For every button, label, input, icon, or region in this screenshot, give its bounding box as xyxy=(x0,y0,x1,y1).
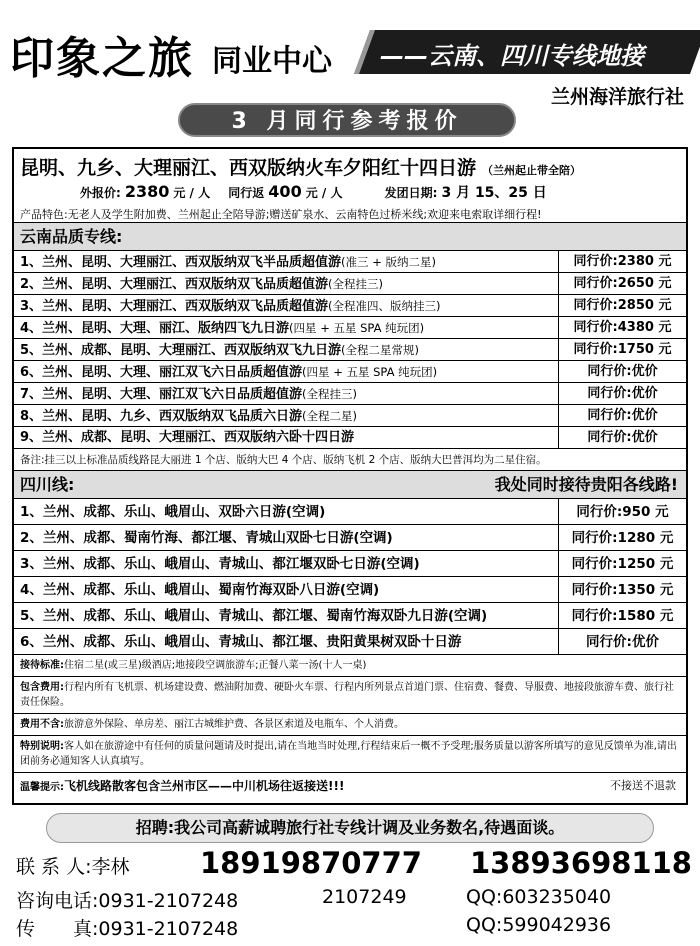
peer-price-unit: 元 / 人 xyxy=(305,186,343,200)
yunnan-route-list xyxy=(14,251,686,449)
route-name xyxy=(14,603,558,628)
slogan-text: ——云南、四川专线地接 xyxy=(380,42,644,70)
route-accommodation: (全程二星常规) xyxy=(341,343,420,357)
contact-person: 李林 xyxy=(91,856,130,878)
route-row xyxy=(14,427,686,449)
route-accommodation: (准三 + 版纳二星) xyxy=(341,255,436,269)
route-price: 同行价:4380 元 xyxy=(558,317,686,338)
brand-subtitle: 同业中心 xyxy=(212,44,332,79)
route-row xyxy=(14,273,686,295)
route-row xyxy=(14,525,686,551)
route-price: 同行价:1350 元 xyxy=(558,577,686,602)
warm-tip-text: 飞机线路散客包含兰州市区——中川机场往返接送!!! xyxy=(64,779,345,793)
route-price: 同行价:1250 元 xyxy=(558,551,686,576)
special-notes-label: 特别说明: xyxy=(20,741,64,752)
route-row xyxy=(14,383,686,405)
included-fees-text: 行程内所有飞机票、机场建设费、燃油附加费、硬卧火车票、行程内所列景点首道门票、住宿费、餐费、导服费、地接段旅游车费、旅行社责任保险。 xyxy=(20,682,674,708)
no-pickup-note: 不接送不退款 xyxy=(610,779,676,792)
route-price: 同行价:1750 元 xyxy=(558,339,686,360)
featured-title-text: 昆明、九乡、大理丽江、西双版纳火车夕阳红十四日游 xyxy=(20,157,477,179)
departure-dates: 3 月 15、25 日 xyxy=(441,185,547,201)
included-fees xyxy=(14,677,686,714)
qq-2-row xyxy=(466,914,611,936)
service-standard-label: 接待标准: xyxy=(20,660,64,671)
ext-price-unit: 元 / 人 xyxy=(173,186,211,200)
route-name xyxy=(14,295,558,316)
phone-row xyxy=(16,886,238,913)
service-standard xyxy=(14,655,686,677)
route-text: 3、兰州、成都、乐山、峨眉山、青城山、都江堰双卧七日游(空调) xyxy=(20,556,420,572)
route-text: 2、兰州、成都、蜀南竹海、都江堰、青城山双卧七日游(空调) xyxy=(20,530,393,546)
featured-prices xyxy=(80,182,680,202)
recruitment-banner: 招聘:我公司高薪诚聘旅行社专线计调及业务数名,待遇面谈。 xyxy=(46,813,654,843)
route-accommodation: (全程准四、版纳挂三) xyxy=(328,299,441,313)
yunnan-note: 备注:挂三以上标准品质线路昆大丽进 1 个店、版纳大巴 4 个店、版纳飞机 2 个店、版纳大巴普洱均为二星住宿。 xyxy=(14,449,686,471)
header xyxy=(0,0,700,108)
route-text: 6、兰州、昆明、大理、丽江双飞六日品质超值游 xyxy=(20,365,303,380)
guiyang-note: 我处同时接待贵阳各线路! xyxy=(494,475,678,494)
route-price: 同行价:1280 元 xyxy=(558,525,686,550)
route-row xyxy=(14,251,686,273)
route-accommodation: (全程挂三) xyxy=(302,387,358,401)
route-row xyxy=(14,317,686,339)
route-name xyxy=(14,427,558,448)
route-name xyxy=(14,405,558,426)
route-row xyxy=(14,551,686,577)
warm-tip xyxy=(14,773,686,798)
yunnan-section-heading xyxy=(14,223,686,251)
excluded-fees-label: 费用不含: xyxy=(20,719,64,730)
route-name xyxy=(14,525,558,550)
route-row xyxy=(14,339,686,361)
route-name xyxy=(14,339,558,360)
phone-label: 咨询电话: xyxy=(16,890,99,912)
route-name xyxy=(14,273,558,294)
route-row xyxy=(14,577,686,603)
ext-price: 2380 xyxy=(124,182,170,201)
route-row xyxy=(14,499,686,525)
route-text: 1、兰州、成都、乐山、峨眉山、双卧六日游(空调) xyxy=(20,504,326,520)
page-title: 3 月同行参考报价 xyxy=(178,103,516,137)
qq-2-label: QQ: xyxy=(466,914,503,936)
featured-title xyxy=(20,153,680,180)
sichuan-route-list xyxy=(14,499,686,655)
contact-person-row xyxy=(16,852,130,879)
route-price: 同行价:优价 xyxy=(558,361,686,382)
warm-tip-label: 温馨提示: xyxy=(20,782,64,793)
special-notes xyxy=(14,736,686,773)
qq-1-row xyxy=(466,886,611,908)
ext-price-label: 外报价: xyxy=(80,186,121,200)
mobile-1[interactable]: 18919870777 xyxy=(200,846,422,880)
fax-row xyxy=(16,914,238,941)
route-accommodation: (全程二星) xyxy=(302,409,358,423)
route-text: 1、兰州、昆明、大理丽江、西双版纳双飞半品质超值游 xyxy=(20,255,342,270)
peer-price: 400 xyxy=(268,182,302,201)
sichuan-heading-text: 四川线: xyxy=(20,475,75,494)
phone-number-2[interactable]: 2107249 xyxy=(322,886,407,908)
excluded-fees-text: 旅游意外保险、单房差、丽江古城维护费、各景区索道及电瓶车、个人消费。 xyxy=(64,719,404,730)
agency-name: 兰州海洋旅行社 xyxy=(550,86,684,108)
qq-1-label: QQ: xyxy=(466,886,503,908)
sichuan-section-heading xyxy=(14,471,686,499)
route-text: 5、兰州、成都、乐山、峨眉山、青城山、都江堰、蜀南竹海双卧九日游(空调) xyxy=(20,608,488,624)
route-accommodation: (全程挂三) xyxy=(328,277,384,291)
route-price: 同行价:1580 元 xyxy=(558,603,686,628)
excluded-fees xyxy=(14,714,686,736)
route-accommodation: (四星 + 五星 SPA 纯玩团) xyxy=(302,365,438,379)
route-price: 同行价:2850 元 xyxy=(558,295,686,316)
mobile-2[interactable]: 13893698118 xyxy=(470,846,692,880)
route-price: 同行价:优价 xyxy=(558,427,686,448)
route-name xyxy=(14,499,558,524)
qq-2[interactable]: 599042936 xyxy=(502,914,612,936)
featured-title-note: （兰州起止带全陪） xyxy=(482,164,582,177)
route-text: 9、兰州、成都、昆明、大理丽江、西双版纳六卧十四日游 xyxy=(20,430,355,445)
route-price: 同行价:优价 xyxy=(558,405,686,426)
route-name xyxy=(14,629,558,654)
featured-tour xyxy=(14,149,686,223)
route-name xyxy=(14,361,558,382)
route-price: 同行价:优价 xyxy=(558,629,686,654)
service-standard-text: 住宿二星(或三星)级酒店;地接段空调旅游车;正餐八菜一汤(十人一桌) xyxy=(64,660,367,671)
route-name xyxy=(14,317,558,338)
route-accommodation: (四星 + 五星 SPA 纯玩团) xyxy=(289,321,425,335)
route-text: 2、兰州、昆明、大理丽江、西双版纳双飞品质超值游 xyxy=(20,277,329,292)
fax-label: 传 真: xyxy=(16,918,99,940)
contact-person-label: 联 系 人: xyxy=(16,856,92,878)
route-text: 8、兰州、昆明、九乡、西双版纳双飞品质六日游 xyxy=(20,409,303,424)
route-row xyxy=(14,603,686,629)
yunnan-heading-text: 云南品质专线: xyxy=(20,227,123,246)
route-text: 4、兰州、昆明、大理、丽江、版纳四飞九日游 xyxy=(20,321,290,336)
route-row xyxy=(14,361,686,383)
route-price: 同行价:优价 xyxy=(558,383,686,404)
peer-price-label: 同行返 xyxy=(228,186,265,200)
brand-title: 印象之旅 xyxy=(10,33,194,84)
route-price: 同行价:2380 元 xyxy=(558,251,686,272)
fax-number[interactable]: 0931-2107248 xyxy=(98,918,239,940)
route-text: 5、兰州、成都、昆明、大理丽江、西双版纳双飞九日游 xyxy=(20,343,342,358)
route-row xyxy=(14,295,686,317)
route-text: 4、兰州、成都、乐山、峨眉山、蜀南竹海双卧八日游(空调) xyxy=(20,582,380,598)
route-text: 7、兰州、昆明、大理、丽江双飞六日品质超值游 xyxy=(20,387,303,402)
phone-number[interactable]: 0931-2107248 xyxy=(98,890,239,912)
qq-1[interactable]: 603235040 xyxy=(502,886,612,908)
route-name xyxy=(14,383,558,404)
route-name xyxy=(14,577,558,602)
price-table xyxy=(12,147,688,805)
route-row xyxy=(14,629,686,655)
special-notes-text: 客人如在旅游途中有任何的质量问题请及时提出,请在当地当时处理,行程结束后一概不予受理;服务质量以游客所填写的意见反馈单为准,请出团前务必通知客人认真填写。 xyxy=(20,741,677,767)
featured-features: 产品特色:无老人及学生附加费、兰州起止全陪导游;赠送矿泉水、云南特色过桥米线;欢迎来电索取详细行程! xyxy=(20,208,542,221)
route-name xyxy=(14,251,558,272)
route-price: 同行价:2650 元 xyxy=(558,273,686,294)
departure-label: 发团日期: xyxy=(384,186,438,200)
route-name xyxy=(14,551,558,576)
route-text: 6、兰州、成都、乐山、峨眉山、青城山、都江堰、贵阳黄果树双卧十日游 xyxy=(20,634,462,650)
route-text: 3、兰州、昆明、大理丽江、西双版纳双飞品质超值游 xyxy=(20,299,329,314)
route-row xyxy=(14,405,686,427)
included-fees-label: 包含费用: xyxy=(20,682,64,693)
route-price: 同行价:950 元 xyxy=(558,499,686,524)
